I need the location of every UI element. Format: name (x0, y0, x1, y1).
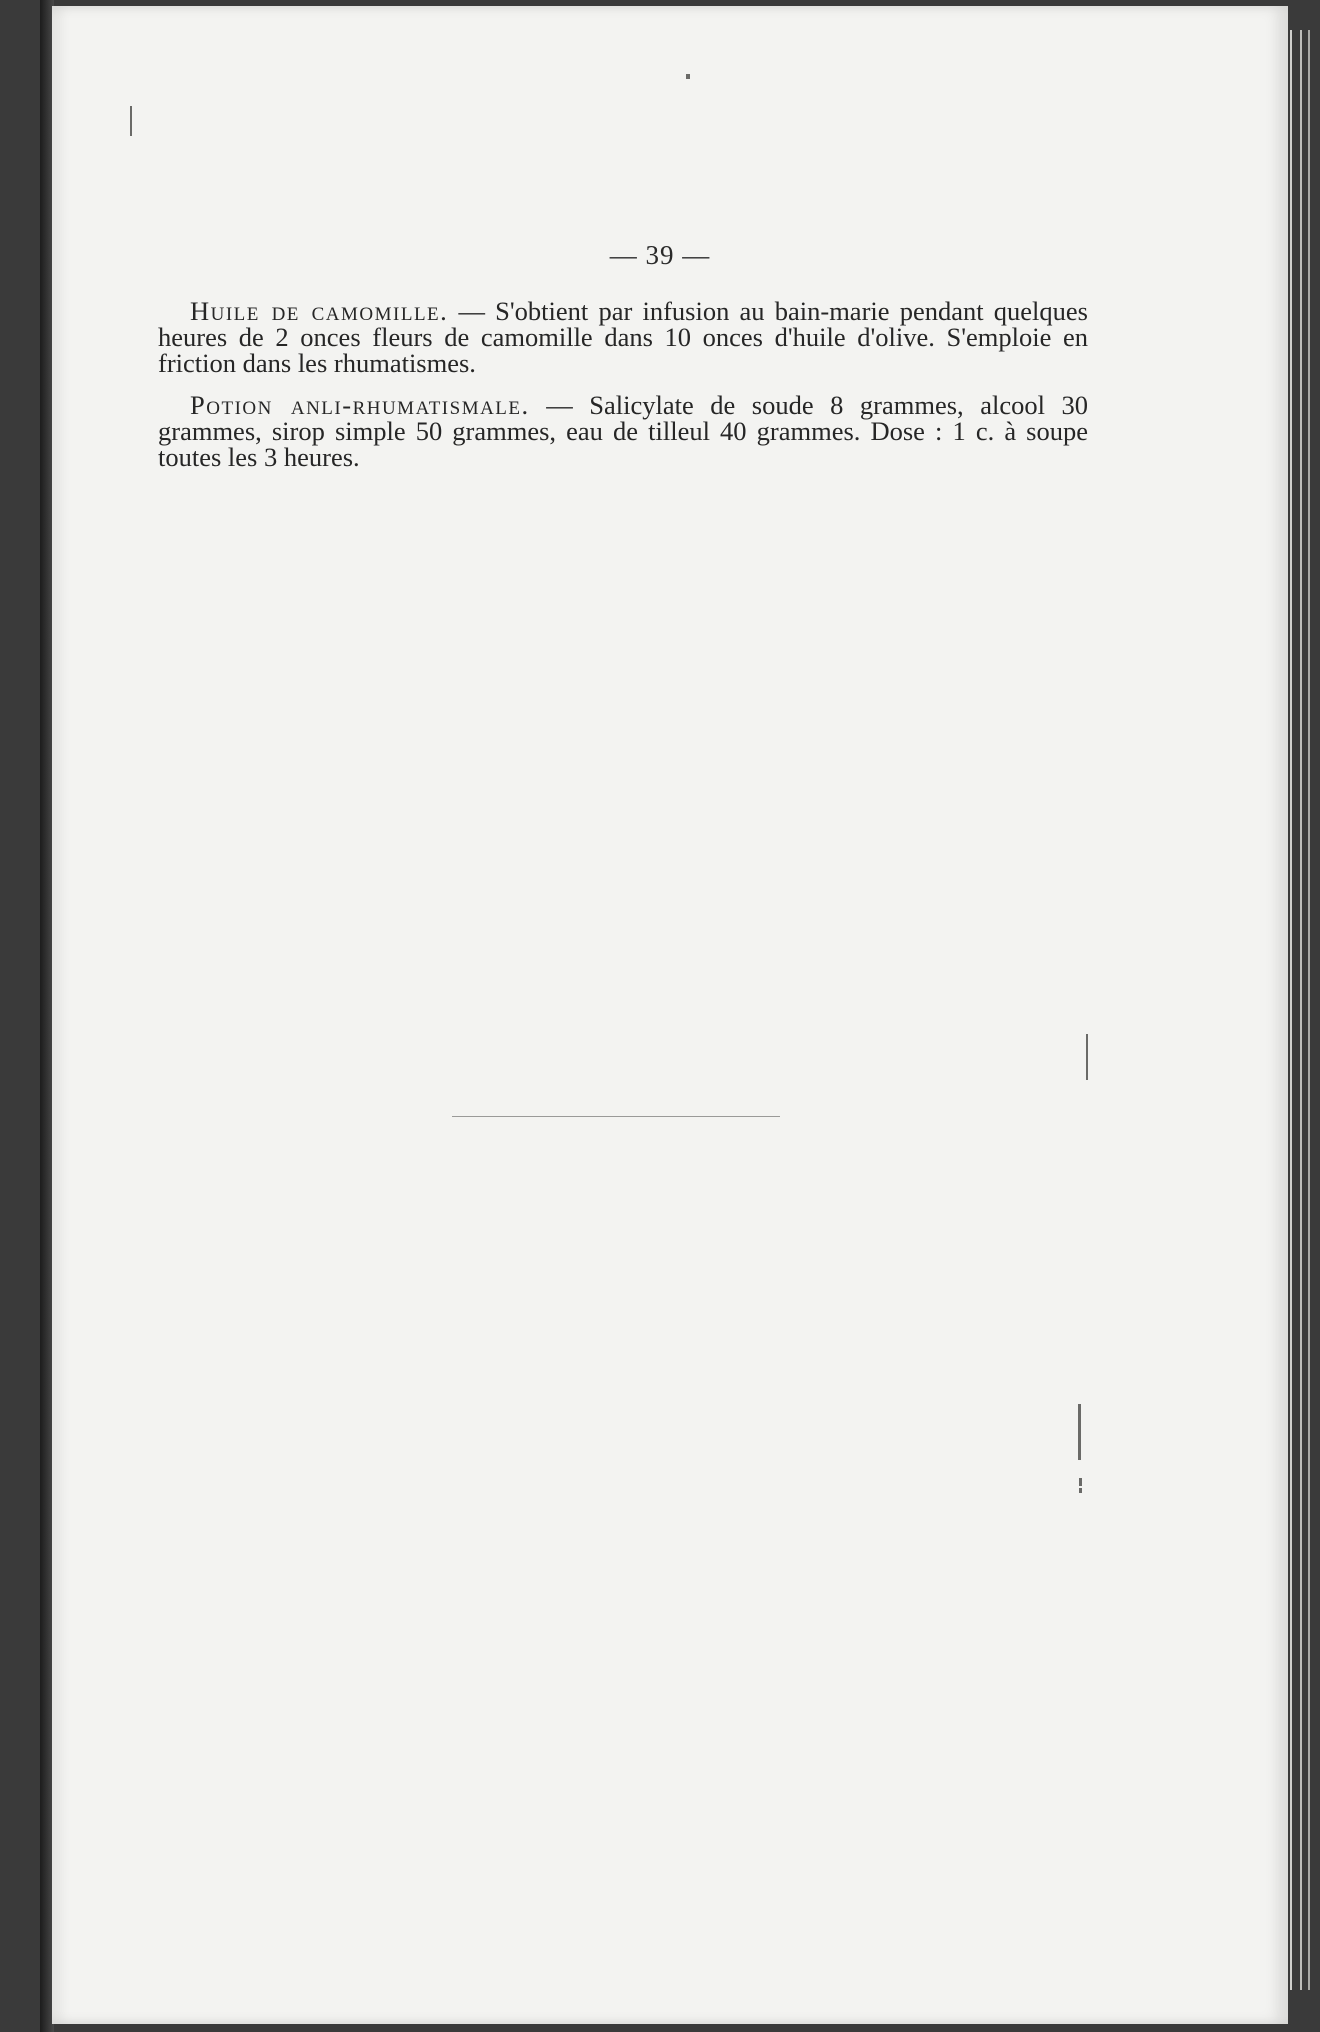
page-number: — 39 — (609, 240, 711, 270)
entry-body: — Salicylate de soude 8 grammes, alcool 30 grammes, sirop simple 50 grammes, eau de tilleul 40 grammes. Dose : 1 c. à soupe toutes les 3 heures. (158, 390, 1088, 472)
entry-body: — S'obtient par infusion au bain-marie pendant quelques heures de 2 onces fleurs de camomille dans 10 onces d'huile d'olive. S'emploie en friction dans les rhumatismes. (158, 296, 1088, 378)
print-speck (1086, 1034, 1088, 1080)
print-speck (1078, 1404, 1081, 1460)
page-text (158, 298, 1088, 486)
end-rule (452, 1116, 780, 1117)
print-speck (686, 74, 690, 79)
print-speck (1079, 1488, 1082, 1493)
entry-heading: Potion anli-rhumatismale. (190, 390, 530, 420)
entry-heading: Huile de camomille. (190, 296, 449, 326)
print-speck (130, 106, 132, 136)
recipe-entry (158, 392, 1088, 470)
page-edge (1308, 30, 1310, 1990)
recipe-entry (158, 298, 1088, 376)
print-speck (1079, 1478, 1082, 1486)
page-edge (1290, 30, 1292, 1990)
page-edge (1300, 30, 1302, 1990)
